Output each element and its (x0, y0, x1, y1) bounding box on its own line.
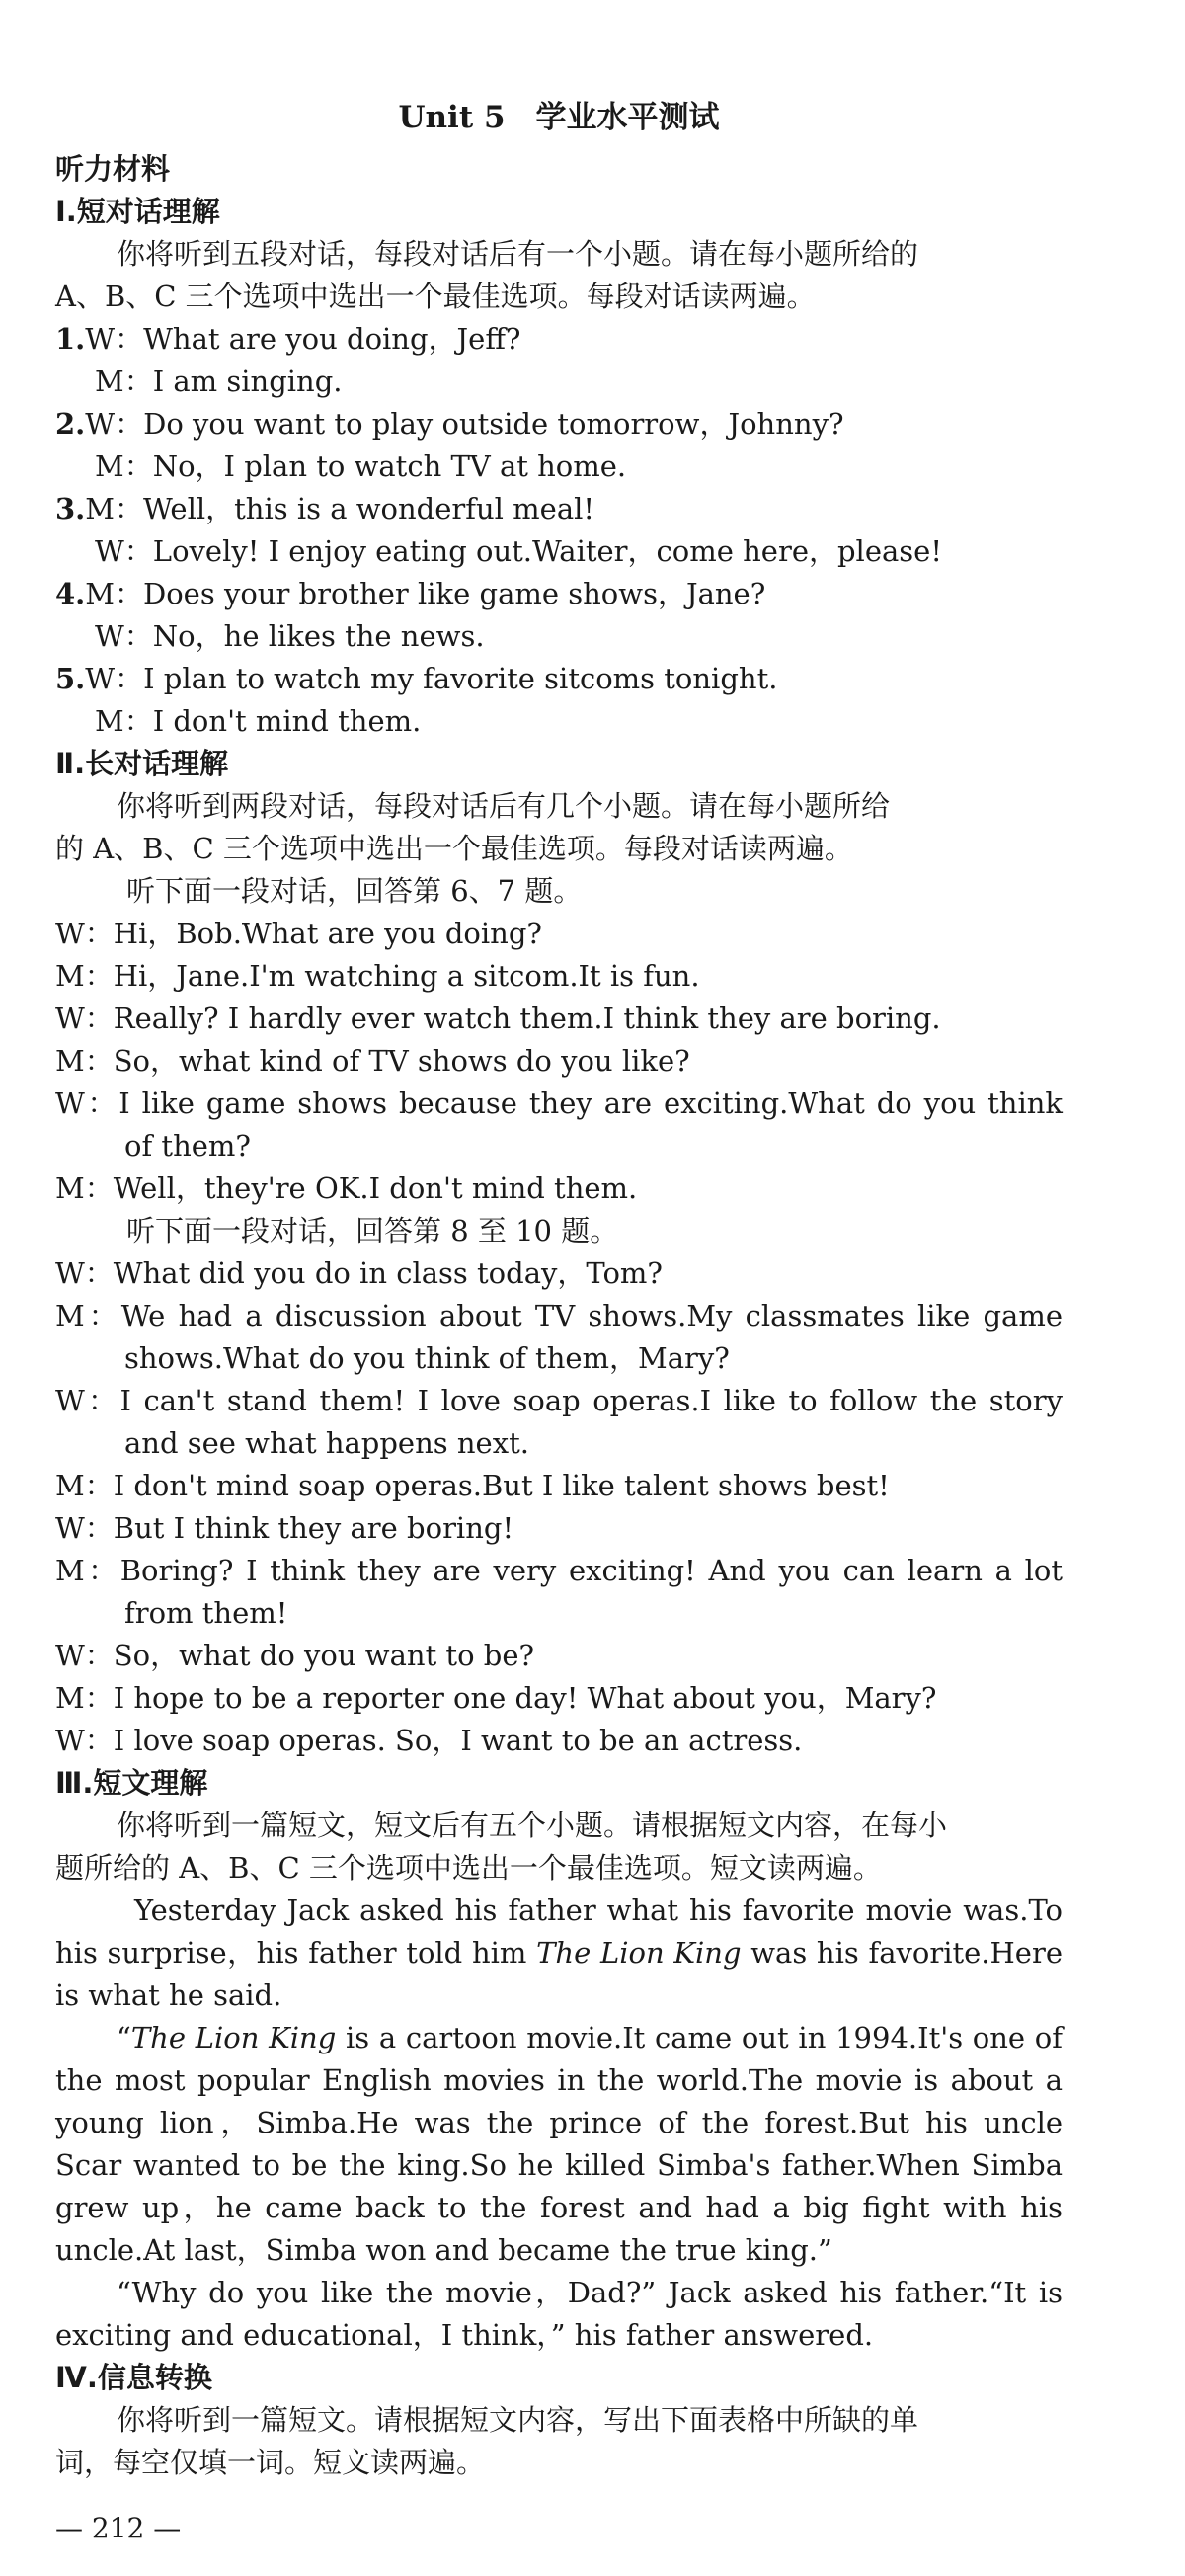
passage-paragraph: “The Lion King is a cartoon movie.It came out in 1994.It's one of the most popular English movies in the world.The movie is about a young lion，Simba.He was the prince of the forest.But his uncle Scar wanted to be the king.So he killed Simba's father.When Simba grew up，he came back to the forest and had a big fight with his uncle.At last，Simba won and became the true king.” (55, 2021, 1063, 2267)
section-heading: 听力材料 (55, 152, 171, 186)
dialog-line: 1.W：What are you doing，Jeff? (55, 322, 521, 356)
dialog-line: W：I like game shows because they are exciting.What do you think of them? (55, 1087, 1063, 1163)
part4-instruction-line1: 你将听到一篇短文。请根据短文内容，写出下面表格中所缺的单 (117, 2403, 919, 2437)
dialog-line: W：Lovely! I enjoy eating out.Waiter，come here，please! (95, 534, 942, 568)
dialog-line: W：So，what do you want to be? (55, 1639, 535, 1672)
part1-heading: Ⅰ.短对话理解 (55, 195, 220, 228)
dialog-line: 2.W：Do you want to play outside tomorrow，Johnny? (55, 407, 844, 441)
dialog-line: M：Boring? I think they are very exciting! And you can learn a lot from them! (55, 1554, 1063, 1630)
dialog-line: M：I hope to be a reporter one day! What about you，Mary? (55, 1681, 937, 1715)
dialog-line: M：So，what kind of TV shows do you like? (55, 1044, 690, 1078)
dialog-line: M：Hi，Jane.I'm watching a sitcom.It is fun. (55, 959, 700, 993)
passage-paragraph: “Why do you like the movie，Dad?” Jack asked his father.“It is exciting and educational，I think，” his father answered. (55, 2276, 1063, 2352)
dialog-line: M：I don't mind soap operas.But I like talent shows best! (55, 1469, 890, 1502)
dialog-line: W：Really? I hardly ever watch them.I think they are boring. (55, 1002, 941, 1035)
dialog-line: W：I can't stand them! I love soap operas.I like to follow the story and see what happens next. (55, 1384, 1063, 1460)
part2-instruction-line2: 的 A、B、C 三个选项中选出一个最佳选项。每段对话读两遍。 (55, 832, 853, 865)
dialog-line: M：I am singing. (95, 364, 343, 398)
dialog-line: W：Hi，Bob.What are you doing? (55, 917, 542, 950)
part3-instruction-line2: 题所给的 A、B、C 三个选项中选出一个最佳选项。短文读两遍。 (55, 1851, 882, 1885)
part3-heading: Ⅲ.短文理解 (55, 1766, 208, 1800)
dialog-line: W：No，he likes the news. (95, 619, 485, 653)
part3-instruction-line1: 你将听到一篇短文，短文后有五个小题。请根据短文内容，在每小 (117, 1809, 948, 1842)
part4-heading: Ⅳ.信息转换 (55, 2361, 212, 2394)
page-number: — 212 — (55, 2512, 182, 2544)
dialog-line: W：But I think they are boring! (55, 1511, 514, 1545)
dialog-intro: 听下面一段对话，回答第 8 至 10 题。 (126, 1214, 619, 1248)
part2-heading: Ⅱ.长对话理解 (55, 747, 229, 780)
dialog-line: 3.M：Well，this is a wonderful meal! (55, 492, 595, 525)
dialog-intro: 听下面一段对话，回答第 6、7 题。 (126, 874, 583, 908)
page-title: Unit 5 学业水平测试 (398, 100, 720, 135)
passage-paragraph: Yesterday Jack asked his father what his favorite movie was.To his surprise，his father told him The Lion King was his favorite.Here is what he said. (55, 1893, 1063, 2012)
dialog-line: M：I don't mind them. (95, 704, 422, 738)
dialog-line: M：We had a discussion about TV shows.My classmates like game shows.What do you think of them，Mary? (55, 1299, 1063, 1375)
page-content (55, 91, 1063, 2484)
part2-instruction-line1: 你将听到两段对话，每段对话后有几个小题。请在每小题所给 (117, 789, 891, 823)
dialog-line: M：No，I plan to watch TV at home. (95, 449, 627, 483)
dialog-line: W：What did you do in class today，Tom? (55, 1256, 663, 1290)
dialog-line: 4.M：Does your brother like game shows，Jane? (55, 577, 766, 610)
dialog-line: M：Well，they're OK.I don't mind them. (55, 1171, 638, 1205)
dialog-line: W：I love soap operas. So，I want to be an actress. (55, 1724, 803, 1757)
part4-instruction-line2: 词，每空仅填一词。短文读两遍。 (55, 2446, 486, 2479)
part1-instruction-line1: 你将听到五段对话，每段对话后有一个小题。请在每小题所给的 (117, 237, 919, 271)
dialog-line: 5.W：I plan to watch my favorite sitcoms tonight. (55, 662, 778, 695)
part1-instruction-line2: A、B、C 三个选项中选出一个最佳选项。每段对话读两遍。 (55, 280, 816, 313)
